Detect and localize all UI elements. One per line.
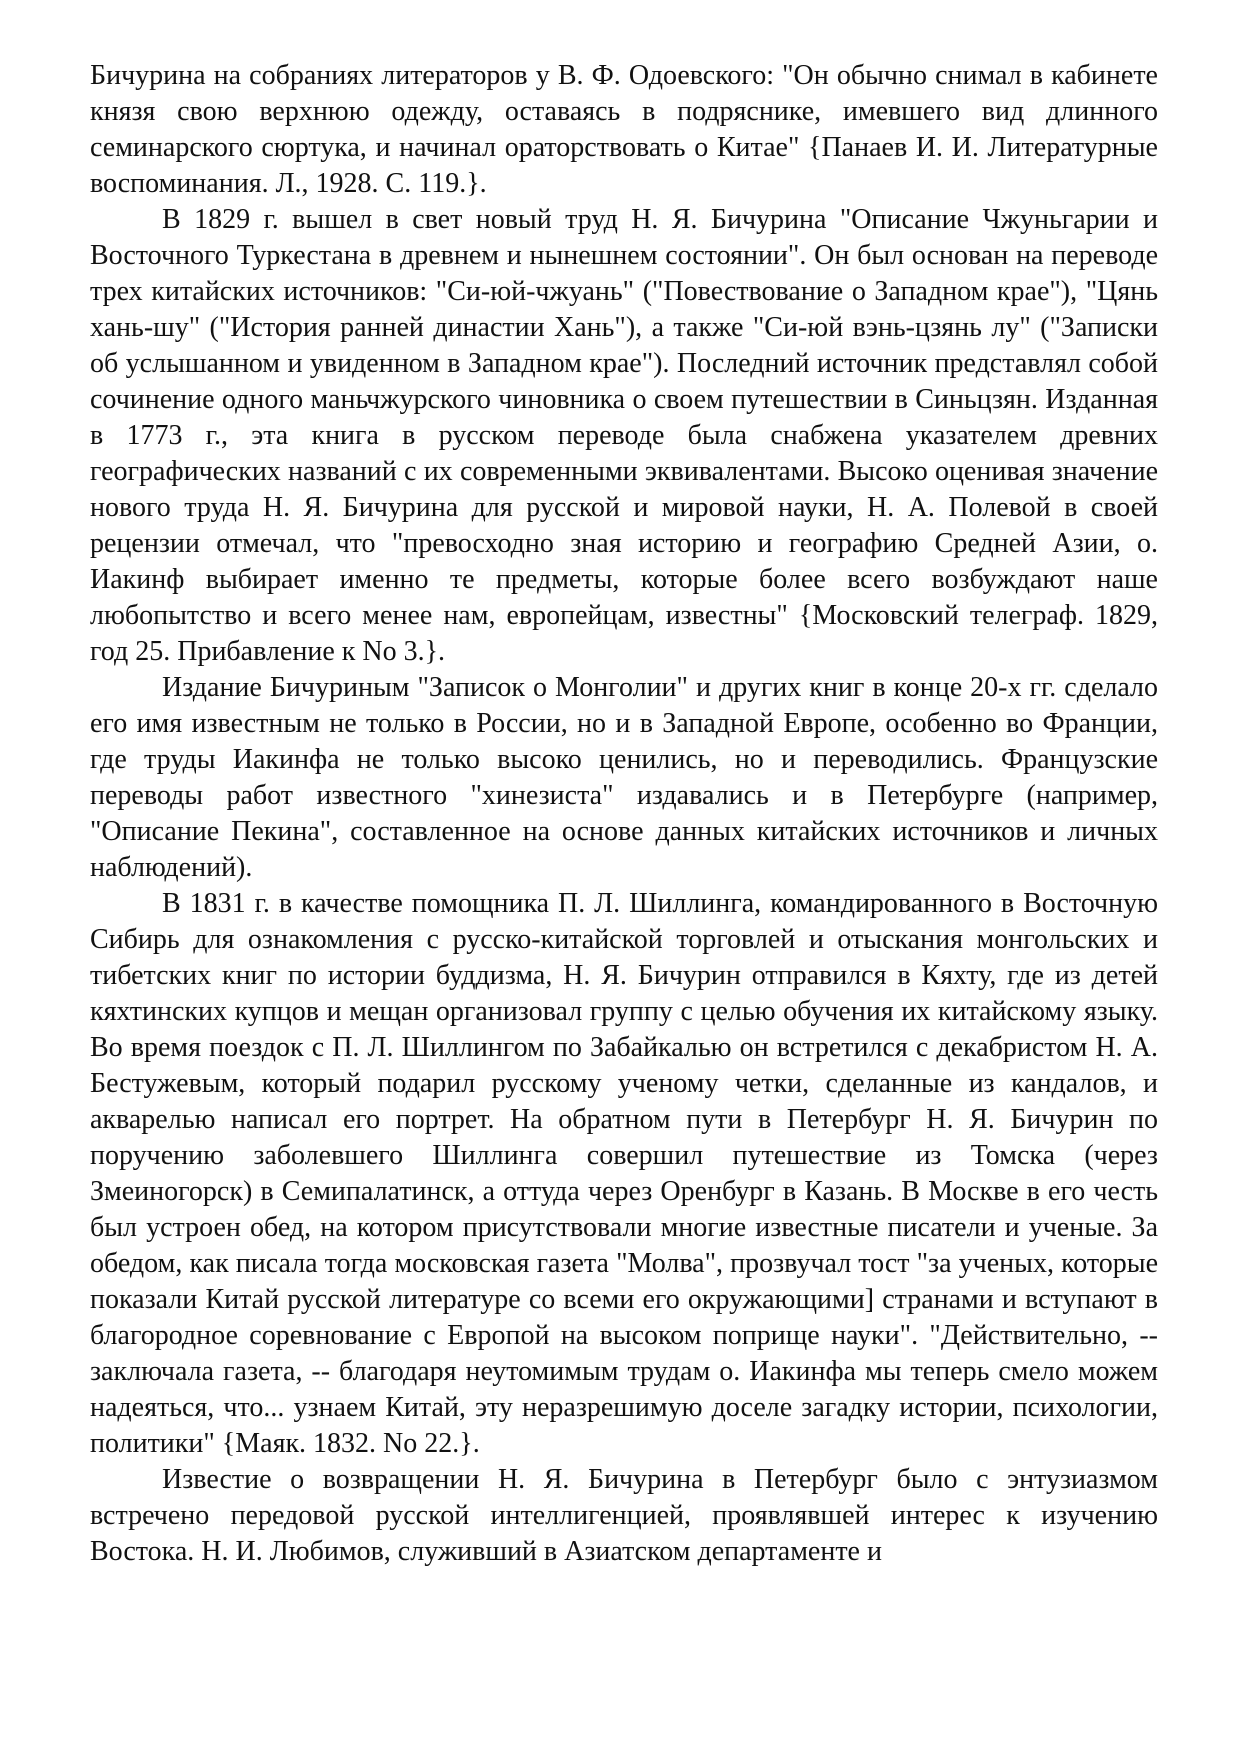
paragraph-dzungaria: В 1829 г. вышел в свет новый труд Н. Я. Бичурина "Описание Чжуньгарии и Восточного Туркестана в древнем и нынешнем состоянии". Он был основан на переводе трех китайских источников: "Си-юй-чжуань" ("Повествование о Западном крае"), "Цянь хань-шу" ("История ранней династии Хань"), а также "Си-юй вэнь-цзянь лу" ("Записки об услышанном и увиденном в Западном крае"). Последний источник представлял собой сочинение одного маньчжурского чиновника о своем путешествии в Синьцзян. Изданная в 1773 г., эта книга в русском переводе была снабжена указателем древних географических названий с их современными эквивалентами. Высоко оценивая значение нового труда Н. Я. Бичурина для русской и мировой науки, Н. А. Полевой в своей рецензии отмечал, что "превосходно зная историю и географию Средней Азии, о. Иакинф выбирает именно те предметы, которые более всего возбуждают наше любопытство и всего менее нам, европейцам, известны" {Московский телеграф. 1829, год 25. Прибавление к No 3.}. — [90, 204, 1158, 667]
paragraph-mongolia-notes: Издание Бичуриным "Записок о Монголии" и других книг в конце 20-х гг. сделало его имя известным не только в России, но и в Западной Европе, особенно во Франции, где труды Иакинфа не только высоко ценились, но и переводились. Французские переводы работ известного "хинезиста" издавались и в Петербурге (например, "Описание Пекина", составленное на основе данных китайских источников и личных наблюдений). — [90, 672, 1158, 883]
paragraph-kyakhta-journey: В 1831 г. в качестве помощника П. Л. Шиллинга, командированного в Восточную Сибирь для ознакомления с русско-китайской торговлей и отыскания монгольских и тибетских книг по истории буддизма, Н. Я. Бичурин отправился в Кяхту, где из детей кяхтинских купцов и мещан организовал группу с целью обучения их китайскому языку. Во время поездок с П. Л. Шиллингом по Забайкалью он встретился с декабристом Н. А. Бестужевым, который подарил русскому ученому четки, сделанные из кандалов, и акварелью написал его портрет. На обратном пути в Петербург Н. Я. Бичурин по поручению заболевшего Шиллинга совершил путешествие из Томска (через Змеиногорск) в Семипалатинск, а оттуда через Оренбург в Казань. В Москве в его честь был устроен обед, на котором присутствовали многие известные писатели и ученые. За обедом, как писала тогда московская газета "Молва", прозвучал тост "за ученых, которые показали Китай русской литературе со всеми его окружающими] странами и вступают в благородное соревнование с Европой на высоком поприще науки". "Действительно, -- заключала газета, -- благодаря неутомимым трудам о. Иакинфа мы теперь смело можем надеяться, что... узнаем Китай, эту неразрешимую доселе загадку истории, психологии, политики" {Маяк. 1832. No 22.}. — [90, 888, 1158, 1459]
document-page — [90, 58, 1158, 1570]
paragraph-continuation: Бичурина на собраниях литераторов у В. Ф. Одоевского: "Он обычно снимал в кабинете князя свою верхнюю одежду, оставаясь в подряснике, имевшего вид длинного семинарского сюртука, и начинал ораторствовать о Китае" {Панаев И. И. Литературные воспоминания. Л., 1928. С. 119.}. — [90, 60, 1158, 199]
paragraph-return-petersburg: Известие о возвращении Н. Я. Бичурина в Петербург было с энтузиазмом встречено передовой русской интеллигенцией, проявлявшей интерес к изучению Востока. Н. И. Любимов, служивший в Азиатском департаменте и — [90, 1464, 1158, 1567]
